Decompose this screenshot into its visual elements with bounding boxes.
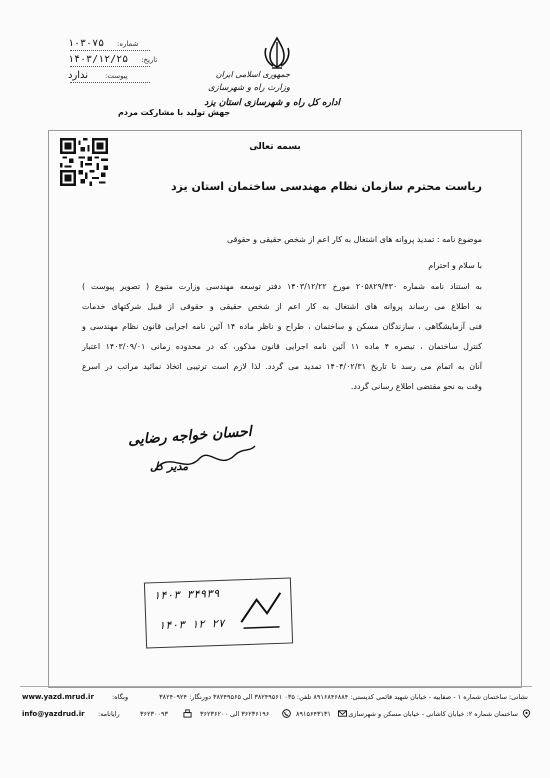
body-line: وقت به نحو مقتضی اطلاع رسانی گردد. <box>350 382 482 391</box>
footer-divider <box>20 686 532 687</box>
footer-postal-2: ۸۹۱۵۶۴۳۱۳۱ <box>296 710 331 718</box>
subject: موضوع نامه : تمدید پروانه های اشتغال به کار اعم از شخص حقیقی و حقوقی <box>226 235 482 244</box>
stamp-number: ۱۴۰۳ ۳۴۹۳۹ <box>153 586 220 603</box>
footer-email-label: رایانامه: <box>98 710 120 718</box>
footer-email: info@yazdrud.ir <box>22 710 85 718</box>
fax-icon <box>183 709 192 718</box>
signature-scribble-icon <box>150 440 260 480</box>
iran-emblem-icon <box>262 36 292 70</box>
republic-text: جمهوری اسلامی ایران <box>215 70 290 79</box>
body-line: فنی آزمایشگاهی ، سازندگان مسکن و ساختمان ، طراح و ناظر ماده ۱۴ آئین نامه اجرایی قانون نظام مهندسی و <box>82 322 483 331</box>
stamp-date: ۱۴۰۳ ۱۲ ۲۷ <box>158 616 225 633</box>
date-underline <box>70 66 150 67</box>
slogan: جهش تولید با مشارکت مردم <box>118 108 231 117</box>
phone-icon <box>282 709 291 718</box>
mail-envelope-icon <box>338 709 347 718</box>
number-label: شماره: <box>117 40 139 48</box>
bismillah: بسمه تعالی <box>249 142 301 152</box>
date-value: ۱۴۰۳/۱۲/۲۵ <box>68 54 129 65</box>
body-line: به استناد نامه شماره ۲۰۵۸۲۹/۴۳۰ مورخ ۱۴۰۳/۱۲/۲۲ دفتر توسعه مهندسی وزارت متبوع ( تصویر پیوست ) <box>82 282 482 291</box>
date-field <box>68 54 157 65</box>
body-line: به اطلاع می رساند پروانه های اشتغال به کار اعم از شخص حقیقی و حقوقی از قبیل شرکتهای خدمات <box>82 302 482 311</box>
attachment-label: پیوست: <box>104 72 128 80</box>
footer-phone-2: ۳۶۲۳۶۱۹۶ الی ۳۶۲۳۶۲۰۰ <box>200 710 270 718</box>
number-value: ۱۰۳۰۷۵ <box>68 38 105 49</box>
footer-address-1: نشانی: ساختمان شماره ۱ - صفاییه - خیابان شهید قائمی کدپستی: ۸۹۱۶۸۴۶۸۸۴ تلفن: ۰۳۵ ۳۸۲۴۹۵۶۱ الی ۳۸۲۴۹۵۶۵ دورنگار: ۳۸۲۴۰۹۲۴ <box>159 693 528 701</box>
footer-address-2: ساختمان شماره ۲: خیابان کاشانی - خیابان مسکن و شهرسازی <box>348 710 518 718</box>
seal-icon <box>236 585 286 635</box>
registration-stamp <box>144 577 293 648</box>
location-pin-icon <box>522 709 531 718</box>
office-text: اداره کل راه و شهرسازی استان یزد <box>204 98 340 108</box>
attachment-value: ندارد <box>68 70 89 81</box>
ministry-text: وزارت راه و شهرسازی <box>207 83 290 93</box>
attachment-field <box>68 70 128 81</box>
body-line: آنان به اتمام می رسد تا تاریخ ۱۴۰۴/۰۲/۳۱ تمدید می گردد. لذا لازم است ترتیبی اتخاذ نمائید مراتب در اسرع <box>82 362 482 371</box>
body-line: کنترل ساختمان ، تبصره ۴ ماده ۱۱ آئین نامه اجرایی قانون مذکور، که در محدوده زمانی ۱۴۰۳/۰۹/۰۱ اعتبار <box>82 342 482 351</box>
attachment-underline <box>70 82 150 83</box>
number-underline <box>70 50 150 51</box>
greeting: با سلام و احترام <box>428 261 482 270</box>
signer-title: مدیر کل <box>150 460 189 473</box>
recipient: ریاست محترم سازمان نظام مهندسی ساختمان استان یزد <box>171 180 482 193</box>
signer-name: احسان خواجه رضایی <box>127 423 253 449</box>
footer-website-label: وبگاه: <box>112 693 129 701</box>
date-label: تاریخ: <box>141 56 158 64</box>
footer-fax-2: ۳۶۲۳۰۰۹۳ <box>140 710 168 718</box>
footer-website: www.yazd.mrud.ir <box>22 693 94 701</box>
number-field <box>68 38 138 49</box>
